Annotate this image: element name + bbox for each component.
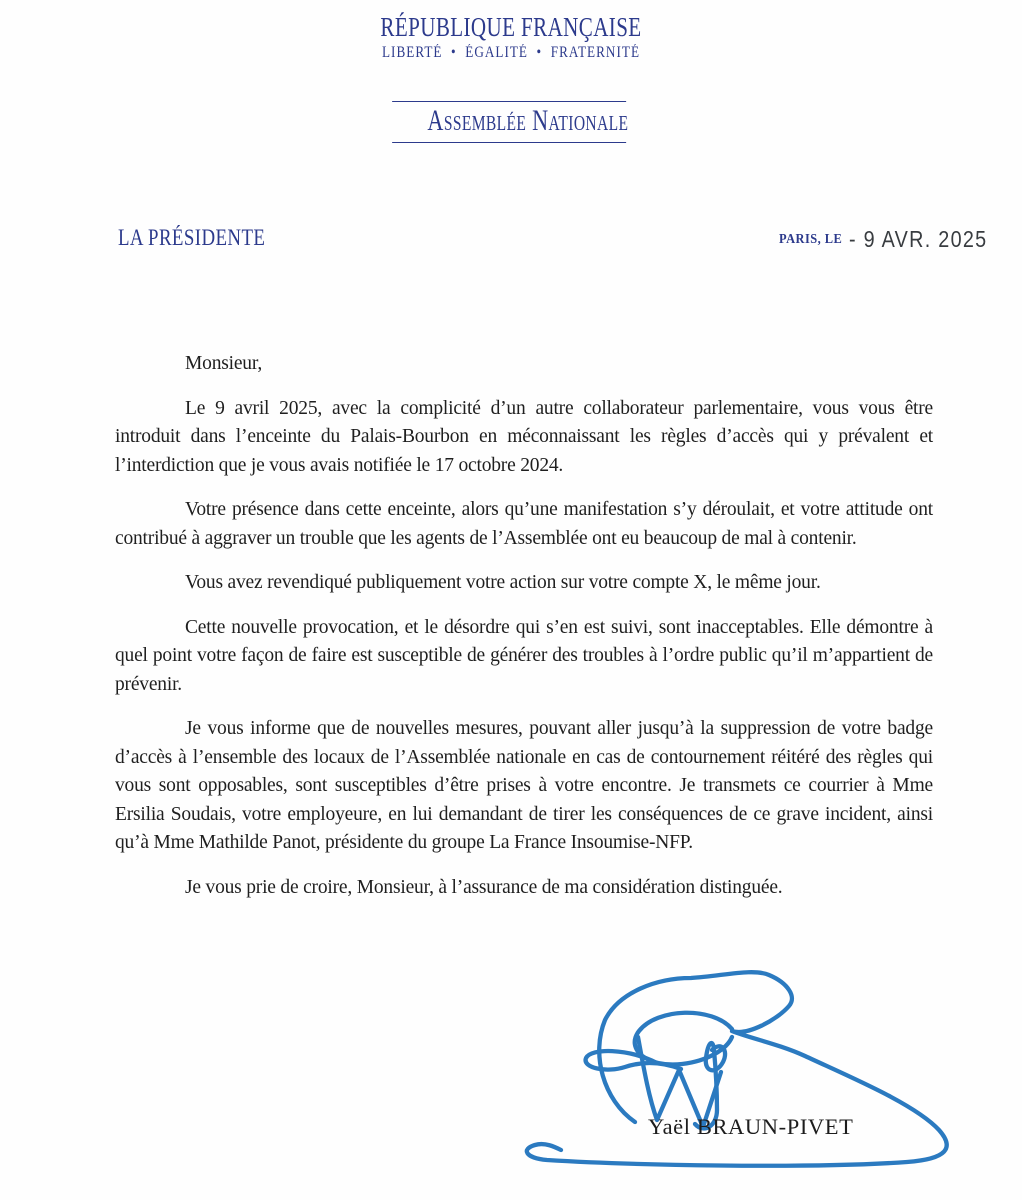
- letter-paragraph: Cette nouvelle provocation, et le désordre qui s’en est suivi, sont inacceptables. Elle démontre à quel point votre façon de faire est susceptible de générer des troubles à l’ordre public qu’il m’appartient de prévenir.: [115, 616, 933, 695]
- salutation: Monsieur,: [185, 353, 263, 374]
- letter-body: [115, 350, 933, 918]
- signature-scribble-icon: [505, 950, 1015, 1200]
- letter-paragraph: Le 9 avril 2025, avec la complicité d’un autre collaborateur parlementaire, vous vous être introduit dans l’enceinte du Palais-Bourbon en méconnaissant les règles d’accès qui y prévalent et l’interdiction que je vous avais notifiée le 17 octobre 2024.: [115, 397, 933, 476]
- letter-paragraph: Je vous informe que de nouvelles mesures, pouvant aller jusqu’à la suppression de votre badge d’accès à l’ensemble des locaux de l’Assemblée nationale en cas de contournement réitéré des règles qui vous sont opposables, sont susceptibles d’être prises à votre encontre. Je transmets ce courrier à Mme Ersilia Soudais, votre employeure, en lui demandant de tirer les conséquences de ce grave incident, ainsi qu’à Mme Mathilde Panot, présidente du groupe La France Insoumise-NFP.: [115, 718, 933, 853]
- institution-title: Assemblée Nationale: [427, 104, 629, 137]
- signature-name: Yaël BRAUN-PIVET: [648, 1114, 854, 1139]
- republic-title: RÉPUBLIQUE FRANÇAISE: [380, 12, 642, 42]
- signature-stroke-oval: [635, 1013, 732, 1065]
- letter-paragraph: Vous avez revendiqué publiquement votre action sur votre compte X, le même jour.: [185, 572, 821, 593]
- signature-block: [505, 950, 1015, 1200]
- republic-motto: LIBERTÉ • ÉGALITÉ • FRATERNITÉ: [381, 44, 641, 61]
- closing-line: Je vous prie de croire, Monsieur, à l’assurance de ma considération distinguée.: [185, 876, 783, 898]
- institution-banner: [392, 101, 629, 143]
- place-label: PARIS, LE: [779, 231, 843, 246]
- date-stamp: - 9 AVR. 2025: [849, 226, 988, 252]
- sender-title: LA PRÉSIDENTE: [118, 225, 266, 250]
- letter-paragraph: Votre présence dans cette enceinte, alors qu’une manifestation s’y déroulait, et votre attitude ont contribué à aggraver un trouble que les agents de l’Assemblée ont eu beaucoup de mal à contenir.: [115, 499, 933, 549]
